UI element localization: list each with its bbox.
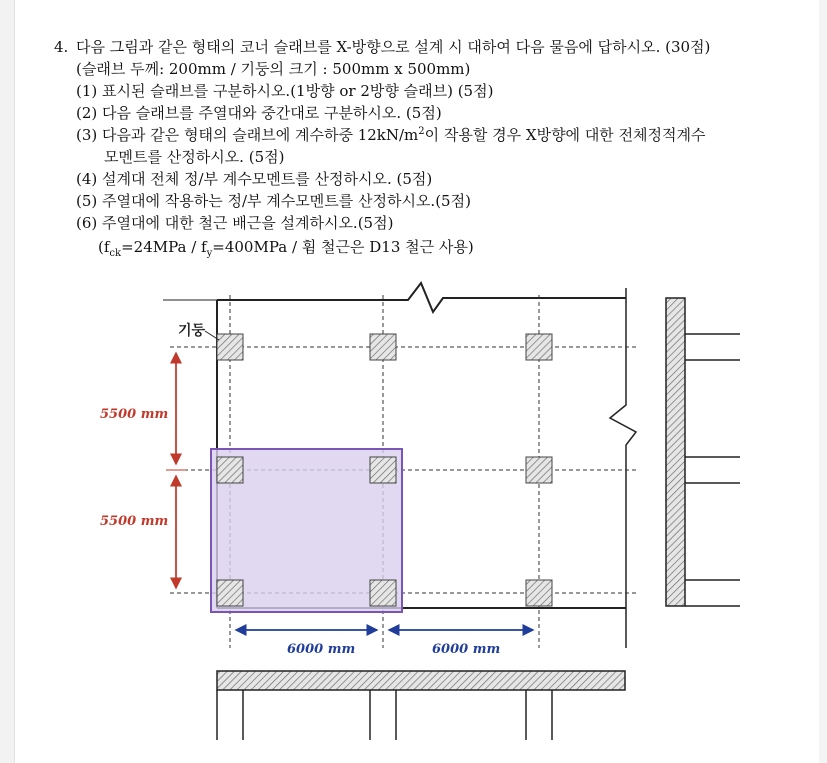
column-a2: [217, 457, 243, 483]
question-item-3: (3) 다음과 같은 형태의 슬래브에 계수하중 $12kN/m^2$이 작용할 경우 X방향에 대한 전체정적계수: [76, 126, 706, 144]
question-item-4: (4) 설계대 전체 정/부 계수모멘트를 산정하시오. (5점): [76, 170, 433, 188]
superscript-2: 2: [418, 126, 425, 137]
column-b3: [370, 580, 396, 606]
vertical-dimension: [166, 353, 186, 588]
question-conditions: (슬래브 두께: 200mm / 기둥의 크기 : 500mm x 500mm): [76, 60, 471, 78]
dim-y-bottom-label: 5500 mm: [100, 514, 169, 529]
question-item-6: (6) 주열대에 대한 철근 배근을 설계하시오.(5점): [76, 214, 394, 232]
question-item-1: (1) 표시된 슬래브를 구분하시오.(1방향 or 2방향 슬래브) (5점): [76, 82, 494, 100]
column-b2: [370, 457, 396, 483]
dim-x-right-label: 6000 mm: [432, 642, 501, 657]
dim-x-left-label: 6000 mm: [287, 642, 356, 657]
material-properties: ($f_{ck}=24MPa / f_y=400MPa$ / 휨 철근은 D13 철근 사용): [98, 238, 474, 259]
question-number: 4.: [54, 38, 69, 56]
column-a1: [217, 334, 243, 360]
question-item-3-continued: 모멘트를 산정하시오. (5점): [104, 148, 285, 166]
column-c2: [526, 457, 552, 483]
question-item-2: (2) 다음 슬래브를 주열대와 중간대로 구분하시오. (5점): [76, 104, 442, 122]
side-elevation: [666, 298, 740, 606]
column-a3: [217, 580, 243, 606]
column-b1: [370, 334, 396, 360]
dim-y-top-label: 5500 mm: [100, 407, 169, 422]
column-c1: [526, 334, 552, 360]
bottom-elevation: [217, 671, 625, 740]
question-item-5: (5) 주열대에 작용하는 정/부 계수모멘트를 산정하시오.(5점): [76, 192, 471, 210]
column-label: 기둥: [178, 323, 206, 339]
column-c3: [526, 580, 552, 606]
question-title: 4. 다음 그림과 같은 형태의 코너 슬래브를 X-방향으로 설계 시 대하여 다음 물음에 답하시오. (30점): [54, 38, 711, 56]
